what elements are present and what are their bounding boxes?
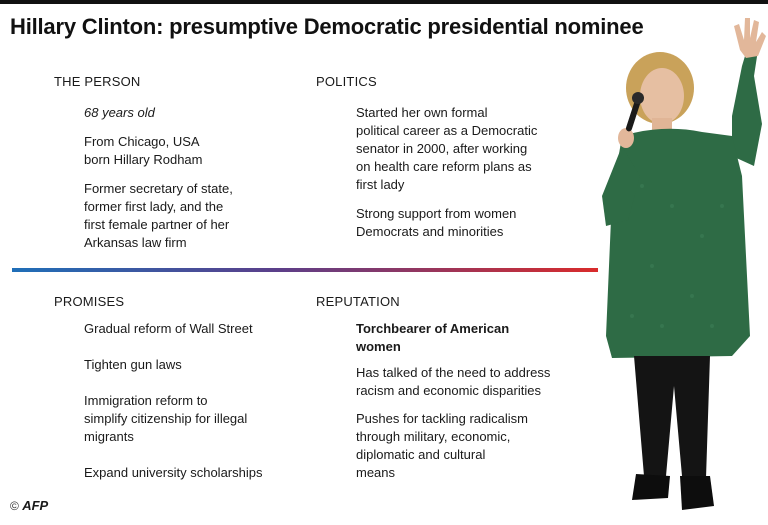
section-divider [12,268,598,272]
text-line: women [356,339,401,354]
afp-logo: AFP [22,498,49,513]
text-line: first female partner of her [84,217,230,232]
text-line: From Chicago, USA [84,134,200,149]
reputation-item-torchbearer [356,320,509,356]
reputation-item-radicalism [356,410,528,482]
text-line: racism and economic disparities [356,383,541,398]
promises-item-gun-laws [84,356,182,374]
text-line: senator in 2000, after working [356,141,528,156]
text-line: Arkansas law firm [84,235,187,250]
text-line: on health care reform plans as [356,159,532,174]
text-line: Pushes for tackling radicalism [356,411,528,426]
text-line: 68 years old [84,105,155,120]
person-item-age [84,104,155,122]
text-line: Torchbearer of American [356,321,510,336]
text-line: Started her own formal [356,105,488,120]
text-line: Immigration reform to [84,393,208,408]
top-rule [0,0,768,4]
section-heading-promises: PROMISES [54,294,125,309]
text-line: Expand university scholarships [84,465,263,480]
text-line: migrants [84,429,134,444]
promises-item-immigration [84,392,247,446]
page-title: Hillary Clinton: presumptive Democratic presidential nominee [10,14,644,39]
text-line: simplify citizenship for illegal [84,411,248,426]
text-line: former first lady, and the [84,199,224,214]
text-line: Has talked of the need to address [356,365,551,380]
section-heading-reputation: REPUTATION [316,294,400,309]
section-heading-politics: POLITICS [316,74,377,89]
copyright-symbol: © [10,499,19,513]
text-line: first lady [356,177,405,192]
person-item-origin [84,133,203,169]
text-line: Tighten gun laws [84,357,182,372]
text-line: through military, economic, [356,429,511,444]
text-line: political career as a Democratic [356,123,538,138]
text-line: Strong support from women [356,206,517,221]
afp-credit [10,498,48,513]
text-line: born Hillary Rodham [84,152,203,167]
text-line: Democrats and minorities [356,224,504,239]
text-line: Gradual reform of Wall Street [84,321,253,336]
reputation-item-racism [356,364,550,400]
text-line: Former secretary of state, [84,181,233,196]
text-line: means [356,465,396,480]
section-heading-person: THE PERSON [54,74,141,89]
text-line: diplomatic and cultural [356,447,486,462]
promises-item-scholarships [84,464,262,482]
person-photo-icon [582,6,768,520]
promises-item-wall-street [84,320,253,338]
politics-item-career [356,104,537,194]
person-item-career [84,180,233,252]
politics-item-support [356,205,516,241]
